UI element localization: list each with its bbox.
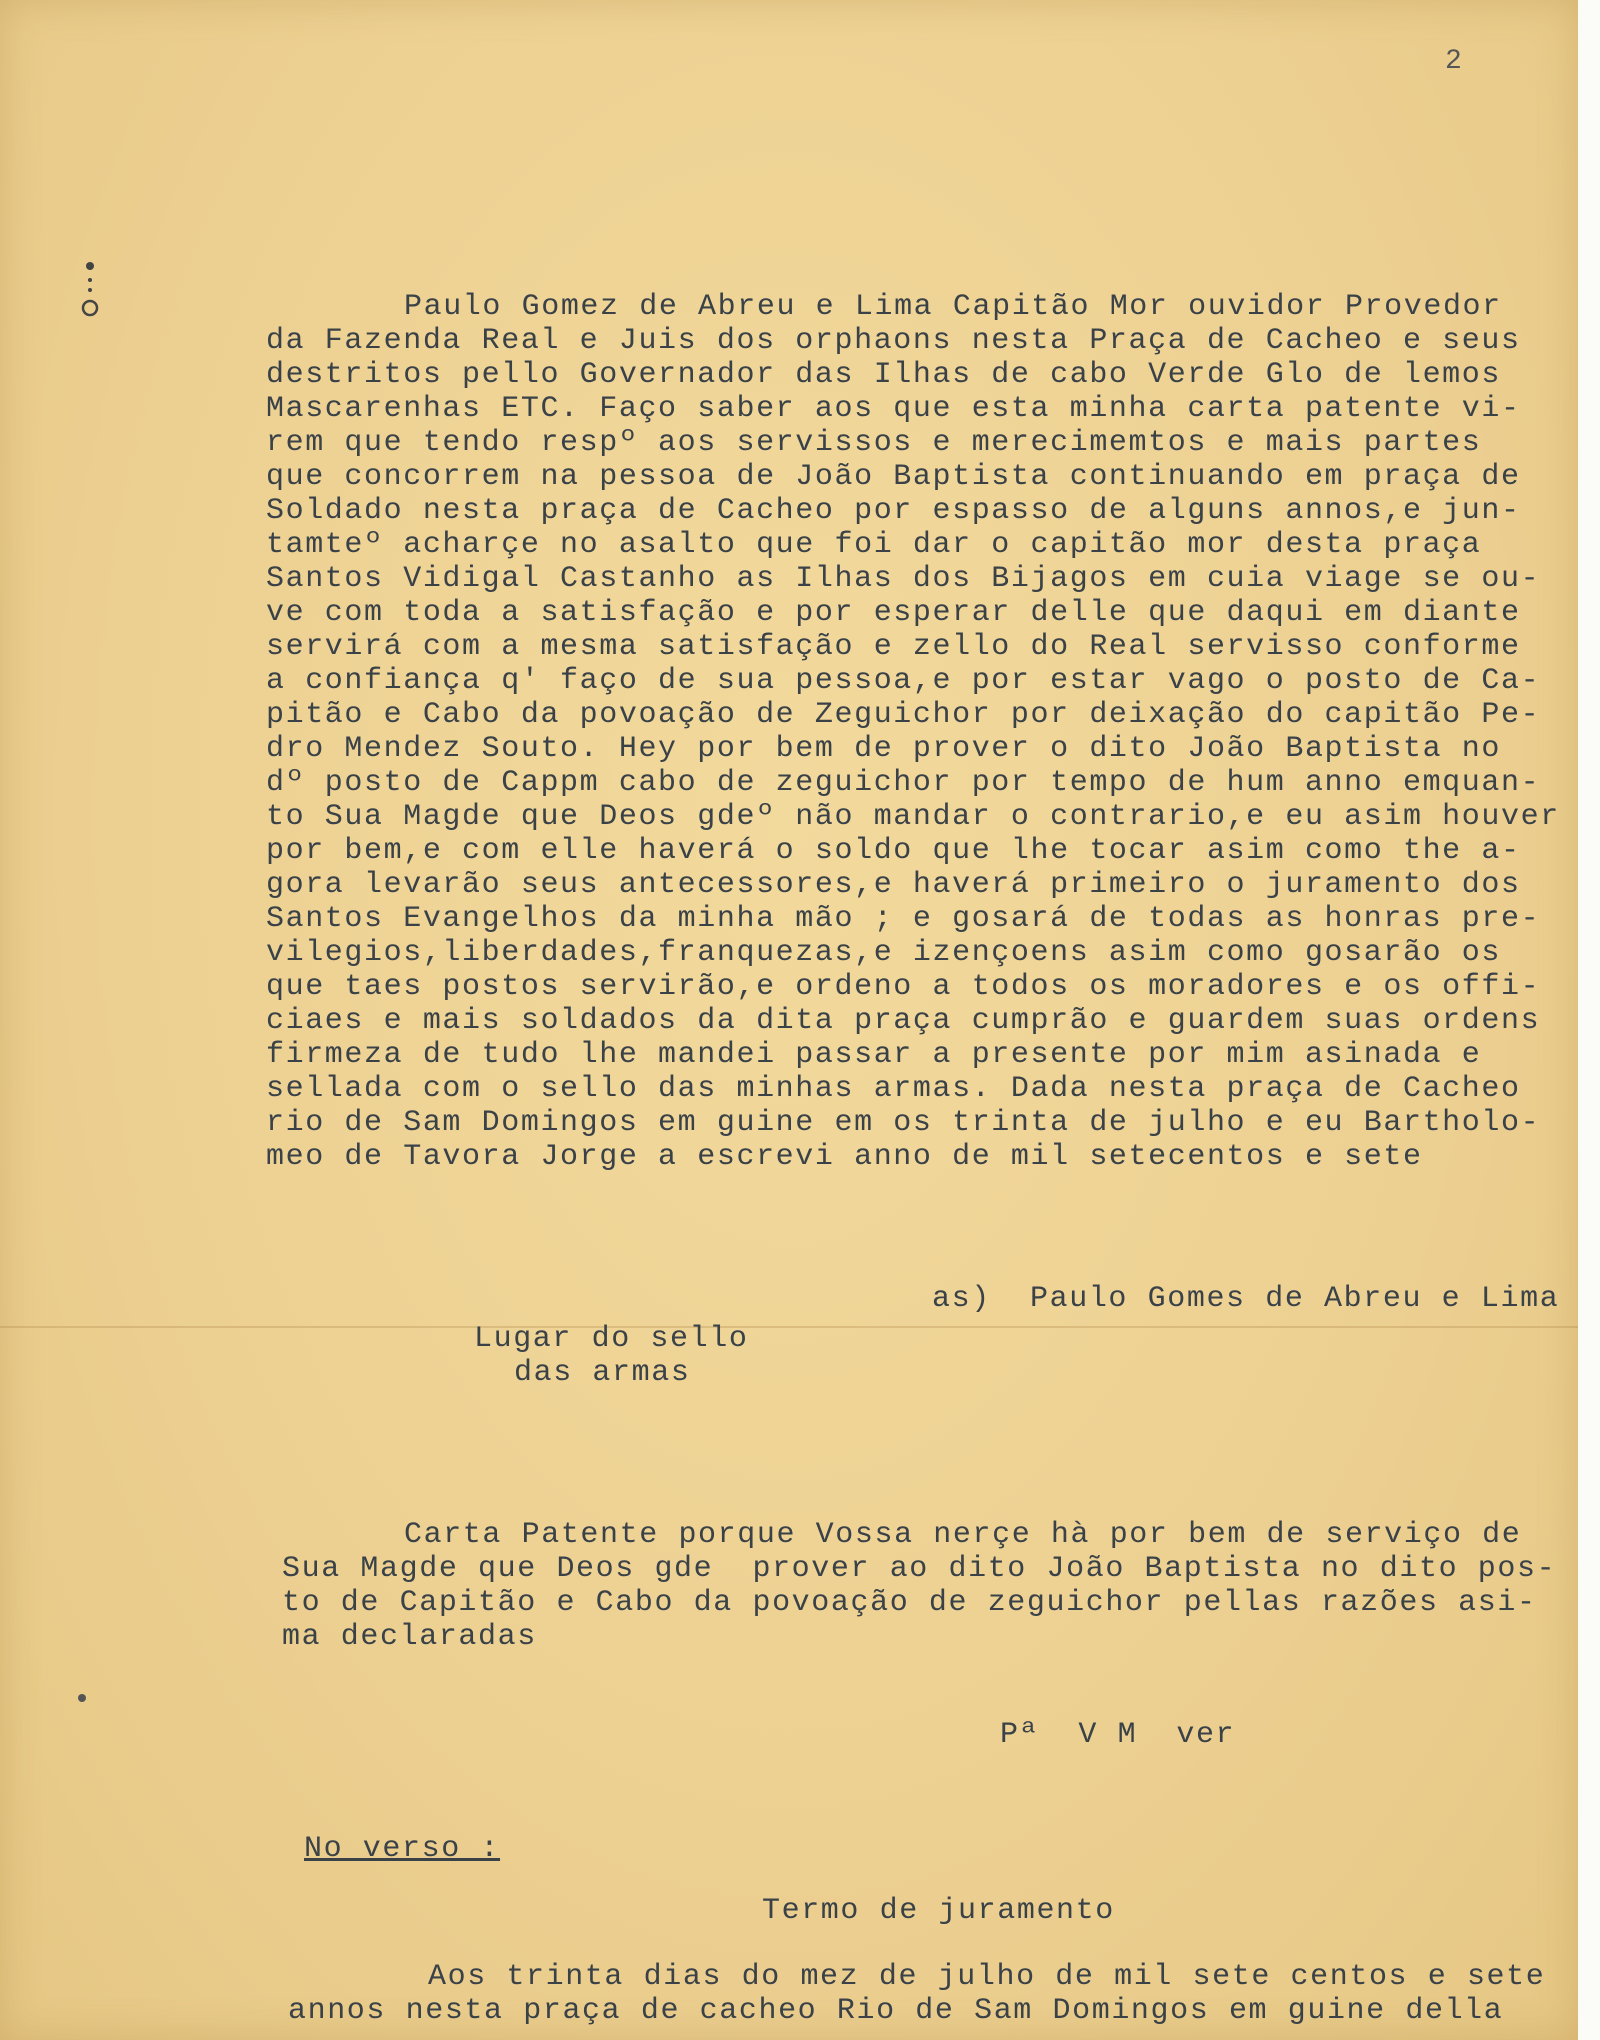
text-line: ciaes e mais soldados da dita praça cumprão e guardem suas ordens xyxy=(266,1004,1541,1038)
text-line: Carta Patente porque Vossa nerçe hà por bem de serviço de xyxy=(404,1518,1522,1552)
paper-spot xyxy=(78,1694,86,1702)
text-line: por bem,e com elle haverá o soldo que lhe tocar asim como the a- xyxy=(266,834,1521,868)
text-line: annos nesta praça de cacheo Rio de Sam Domingos em guine della xyxy=(288,1994,1504,2028)
binding-hole-icon xyxy=(78,258,102,322)
text-line: to de Capitão e Cabo da povoação de zeguichor pellas razões asi- xyxy=(282,1586,1537,1620)
text-line: vilegios,liberdades,franquezas,e izençoens asim como gosarão os xyxy=(266,936,1501,970)
page-number: 2 xyxy=(1445,46,1462,77)
oath-title: Termo de juramento xyxy=(762,1894,1115,1928)
paper-fold xyxy=(0,1326,1578,1328)
text-line: rem que tendo respº aos servissos e merecimemtos e mais partes xyxy=(266,426,1482,460)
page-edge xyxy=(1578,0,1600,2040)
text-line: Santos Evangelhos da minha mão ; e gosará de todas as honras pre- xyxy=(266,902,1541,936)
text-line: Sua Magde que Deos gde prover ao dito João Baptista no dito pos- xyxy=(282,1552,1557,1586)
text-line: Mascarenhas ETC. Faço saber aos que esta minha carta patente vi- xyxy=(266,392,1521,426)
text-line: a confiança q' faço de sua pessoa,e por estar vago o posto de Ca- xyxy=(266,664,1541,698)
text-line: Paulo Gomez de Abreu e Lima Capitão Mor ouvidor Provedor xyxy=(404,290,1502,324)
text-line: dº posto de Cappm cabo de zeguichor por tempo de hum anno emquan- xyxy=(266,766,1541,800)
text-line: sellada com o sello das minhas armas. Dada nesta praça de Cacheo xyxy=(266,1072,1521,1106)
text-line: gora levarão seus antecessores,e haverá primeiro o juramento dos xyxy=(266,868,1521,902)
seal-note-line: Lugar do sello xyxy=(474,1322,749,1356)
text-line: ve com toda a satisfação e por esperar delle que daqui em diante xyxy=(266,596,1521,630)
text-line: ma declaradas xyxy=(282,1620,537,1654)
pa-vm-ver: Pª V M ver xyxy=(1000,1718,1236,1752)
text-line: que taes postos servirão,e ordeno a todos os moradores e os offi- xyxy=(266,970,1541,1004)
text-line: to Sua Magde que Deos gdeº não mandar o contrario,e eu asim houver xyxy=(266,800,1560,834)
text-line: que concorrem na pessoa de João Baptista continuando em praça de xyxy=(266,460,1521,494)
text-line: rio de Sam Domingos em guine em os trinta de julho e eu Bartholo- xyxy=(266,1106,1541,1140)
text-line: firmeza de tudo lhe mandei passar a presente por mim asinada e xyxy=(266,1038,1482,1072)
seal-note-line: das armas xyxy=(514,1356,691,1390)
text-line: Soldado nesta praça de Cacheo por espasso de alguns annos,e jun- xyxy=(266,494,1521,528)
text-line: tamteº acharçe no asalto que foi dar o capitão mor desta praça xyxy=(266,528,1482,562)
text-line: meo de Tavora Jorge a escrevi anno de mil setecentos e sete xyxy=(266,1140,1423,1174)
text-line: Santos Vidigal Castanho as Ilhas dos Bijagos em cuia viage se ou- xyxy=(266,562,1541,596)
text-line: pitão e Cabo da povoação de Zeguichor por deixação do capitão Pe- xyxy=(266,698,1541,732)
text-line: dro Mendez Souto. Hey por bem de prover o dito João Baptista no xyxy=(266,732,1501,766)
text-line: da Fazenda Real e Juis dos orphaons nesta Praça de Cacheo e seus xyxy=(266,324,1521,358)
verso-label: No verso : xyxy=(304,1832,501,1866)
signature-line: as) Paulo Gomes de Abreu e Lima xyxy=(932,1282,1560,1316)
text-line: Aos trinta dias do mez de julho de mil sete centos e sete xyxy=(428,1960,1546,1994)
text-line: servirá com a mesma satisfação e zello do Real servisso conforme xyxy=(266,630,1521,664)
text-line: destritos pello Governador das Ilhas de cabo Verde Glo de lemos xyxy=(266,358,1501,392)
